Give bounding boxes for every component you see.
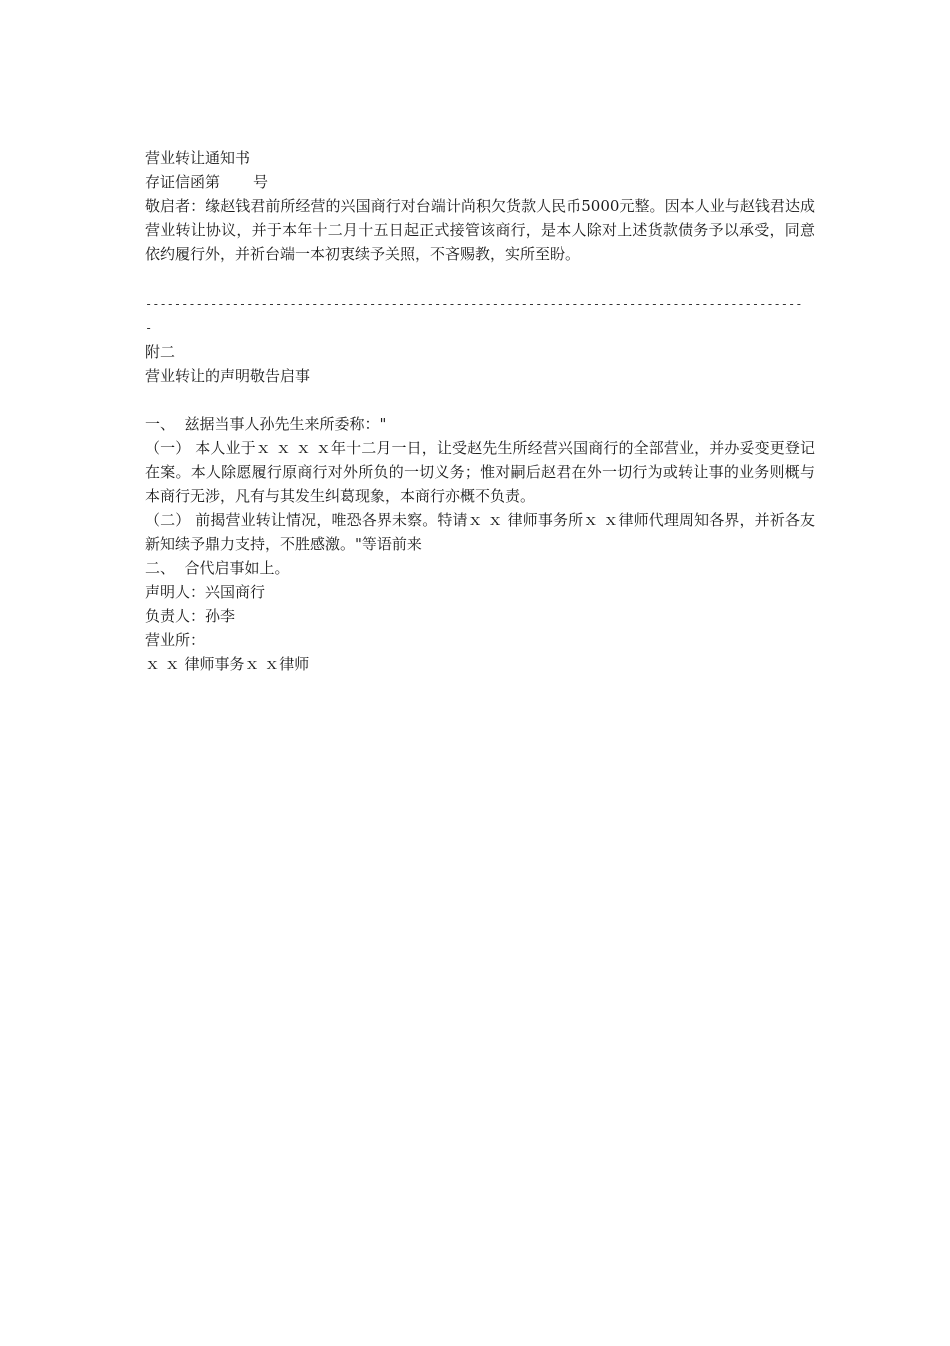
spacer (145, 388, 815, 412)
appendix-item-2: 二、 合代启事如上。 (145, 559, 290, 577)
appendix-subitem-2: （二） 前揭营业转让情况，唯恐各界未察。特请ｘ ｘ 律师事务所ｘ ｘ律师代理周知各界，并祈各友新知续予鼎力支持，不胜感激。"等语前来 (145, 511, 815, 553)
letter-number-prefix: 存证信函第 (145, 173, 221, 191)
appendix-title: 营业转让的声明敬告启事 (145, 367, 311, 385)
notice-body: 敬启者：缘赵钱君前所经营的兴国商行对台端计尚积欠货款人民币5000元整。因本人业与赵钱君达成营业转让协议，并于本年十二月十五日起正式接管该商行，是本人除对上述货款债务予以承受，同意依约履行外，并祈台端一本初衷续予关照，不吝赐教，实所至盼。 (145, 197, 815, 263)
appendix-subitem-1: （一） 本人业于ｘ ｘ ｘ ｘ年十二月一日，让受赵先生所经营兴国商行的全部营业，并办妥变更登记在案。本人除愿履行原商行对外所负的一切义务；惟对嗣后赵君在外一切行为或转让事的业务则概与本商行无涉，凡有与其发生纠葛现象，本商行亦概不负责。 (145, 439, 815, 505)
letter-number (145, 170, 815, 194)
responsible-person: 负责人：孙李 (145, 607, 236, 625)
lawyer-signature: ｘ ｘ 律师事务ｘ ｘ律师 (145, 655, 310, 673)
spacer (145, 266, 815, 292)
document-page (145, 146, 815, 676)
business-office: 营业所： (145, 631, 206, 649)
notice-title: 营业转让通知书 (145, 149, 251, 167)
appendix-item-1: 一、 兹据当事人孙先生来所委称：" (145, 415, 387, 433)
appendix-label: 附二 (145, 343, 176, 361)
declarant: 声明人：兴国商行 (145, 583, 266, 601)
separator-line: -------------------------------------------------------------------------------------------- (145, 297, 803, 335)
letter-number-suffix: 号 (253, 173, 269, 191)
